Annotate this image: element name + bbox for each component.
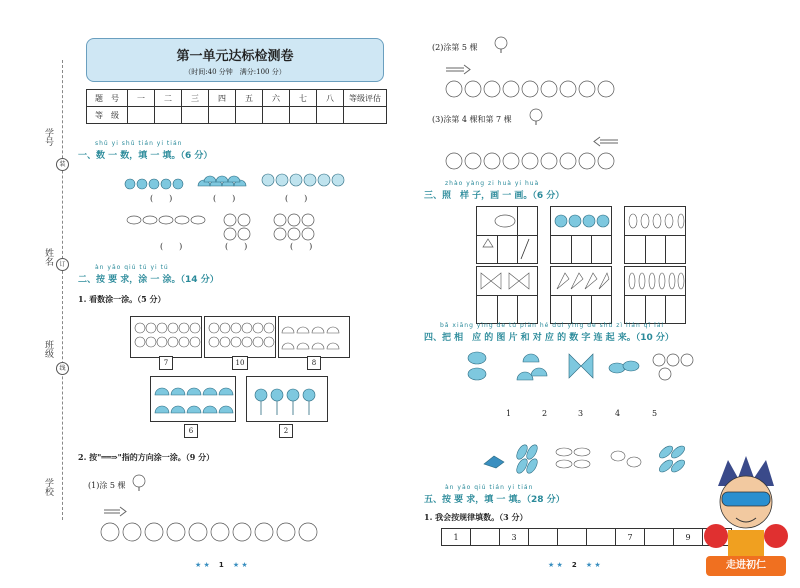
score-input-cell[interactable] — [128, 107, 155, 124]
score-input-cell[interactable] — [344, 107, 387, 124]
section3-pinyin: zhào yàng zi huà yi huà — [445, 180, 540, 187]
exam-subtitle: （时间:40 分钟 满分:100 分） — [184, 68, 286, 76]
score-input-cell[interactable] — [317, 107, 344, 124]
answer-paren[interactable]: ( ) — [150, 194, 173, 203]
leaf-icon — [625, 267, 685, 295]
match-number: 4 — [615, 409, 621, 418]
butterfly-icon — [477, 267, 537, 295]
section5-title: 五、按 要 求，填 一 填。（28 分） — [424, 495, 565, 505]
sequence-blank[interactable] — [558, 529, 587, 546]
tree-icon — [492, 36, 510, 54]
sequence-table — [441, 528, 732, 546]
face-group-icon — [224, 214, 250, 240]
section4-pinyin: bǎ xiāng yìng de tú piàn hé duì yìng de shù zì lián qǐ lái — [440, 322, 665, 329]
answer-paren[interactable]: ( ) — [225, 242, 248, 251]
score-header-cell: 七 — [290, 90, 317, 107]
section5-q1: 1. 我会按规律填数。（3 分） — [424, 512, 528, 522]
score-header-cell: 四 — [209, 90, 236, 107]
cloud-outline-icon — [556, 448, 590, 468]
section2-q1: 1. 看数涂一涂。（5 分） — [78, 294, 166, 304]
section5-pinyin: àn yāo qiú tián yi tián — [445, 484, 534, 491]
sequence-blank[interactable] — [645, 529, 674, 546]
fish-colored-icon — [468, 352, 486, 380]
coloring-box-flowers — [130, 316, 202, 358]
bird-colored-icon — [484, 456, 504, 468]
fish-group-icon — [127, 216, 205, 224]
sequence-blank[interactable] — [587, 529, 616, 546]
binding-marker-2: 订 — [56, 258, 69, 271]
target-count: 10 — [232, 356, 248, 370]
mascot-icon — [698, 452, 794, 562]
apple-outline-icon — [653, 354, 693, 380]
score-input-cell[interactable] — [155, 107, 182, 124]
hedgehog-outline-icon — [279, 317, 349, 357]
section1-pinyin: shǔ yi shǔ tián yi tián — [95, 140, 183, 147]
tree-row-3 — [440, 134, 640, 176]
page1-number: 1 — [218, 561, 224, 569]
match-number: 5 — [652, 409, 658, 418]
footer-stars-right: ★ ★ — [585, 561, 601, 569]
score-header-cell: 五 — [236, 90, 263, 107]
example-grid-goat — [476, 206, 538, 264]
score-header-cell: 三 — [182, 90, 209, 107]
owl-icon — [625, 207, 685, 235]
section3-title: 三、照 样 子，画 一 画。（6 分） — [424, 191, 565, 201]
school-label: 学校 — [43, 478, 53, 496]
sequence-cell: 1 — [442, 529, 471, 546]
score-header-cell: 六 — [263, 90, 290, 107]
coloring-box-faces — [204, 316, 276, 358]
page1-footer — [195, 552, 248, 571]
score-input-cell[interactable] — [236, 107, 263, 124]
mushroom-group-icon — [198, 176, 246, 186]
section2-q2-3: (3)涂第 4 棵和第 7 棵 — [432, 115, 512, 124]
section2-title: 二、按 要 求，涂 一 涂。（14 分） — [78, 275, 219, 285]
score-input-cell[interactable] — [209, 107, 236, 124]
section4-top-pictures — [465, 346, 695, 386]
student-id-label: 学号 — [43, 128, 53, 146]
mascot-logo — [698, 452, 794, 582]
section4-title: 四、把 相 应 的 图 片 和 对 应 的 数 字 连 起 来。（10 分） — [424, 333, 674, 343]
exam-title-box — [86, 38, 384, 82]
draw-grid-butterflies[interactable] — [476, 266, 538, 324]
section2-pinyin: àn yāo qiú tú yi tú — [95, 264, 169, 271]
class-label: 班级 — [43, 340, 53, 358]
footer-stars-left: ★ ★ — [548, 561, 563, 569]
mushroom-colored-icon — [517, 354, 547, 380]
sequence-cell: 3 — [500, 529, 529, 546]
shell-colored-icon — [551, 207, 611, 235]
cut-line — [62, 60, 63, 520]
draw-grid-owls[interactable] — [624, 206, 686, 264]
sequence-blank[interactable] — [471, 529, 500, 546]
match-number: 2 — [542, 409, 548, 418]
page2-footer — [548, 552, 601, 571]
sequence-blank[interactable] — [529, 529, 558, 546]
butterfly-colored-icon — [569, 354, 593, 378]
match-number: 3 — [578, 409, 584, 418]
target-count: 2 — [279, 424, 293, 438]
score-input-cell[interactable] — [263, 107, 290, 124]
tree-group-icon — [262, 174, 344, 186]
tree-row-2 — [440, 62, 640, 104]
score-header-cell: 八 — [317, 90, 344, 107]
section4-bottom-pictures — [478, 442, 698, 476]
draw-grid-shells[interactable] — [550, 206, 612, 264]
footer-stars-right: ★ ★ — [232, 561, 248, 569]
score-header-cell: 一 — [128, 90, 155, 107]
flower-outline-icon — [131, 317, 201, 357]
target-count: 8 — [307, 356, 321, 370]
target-count: 6 — [184, 424, 198, 438]
name-label: 姓名 — [43, 248, 53, 266]
draw-grid-carrots[interactable] — [550, 266, 612, 324]
score-table — [86, 89, 387, 124]
sequence-cell: 7 — [616, 529, 645, 546]
tree-icon — [130, 474, 148, 492]
binding-marker-3: 线 — [56, 362, 69, 375]
flower-group-icon — [125, 179, 183, 189]
section2-q2-1: (1)涂 5 棵 — [88, 481, 126, 490]
leaf-colored-icon — [515, 443, 540, 475]
face-outline-icon — [205, 317, 275, 357]
footer-stars-left: ★ ★ — [195, 561, 210, 569]
tree-row-1 — [96, 504, 376, 546]
logo-text: 走进初仁 — [706, 556, 786, 576]
target-count: 7 — [159, 356, 173, 370]
coloring-box-mushrooms — [150, 376, 236, 422]
draw-grid-leaves[interactable] — [624, 266, 686, 324]
leaf-colored-icon — [657, 444, 686, 474]
answer-paren[interactable]: ( ) — [290, 242, 313, 251]
answer-paren[interactable]: ( ) — [160, 242, 183, 251]
sequence-cell: 9 — [674, 529, 703, 546]
score-row-label: 等 级 — [87, 107, 128, 124]
page2-number: 2 — [571, 561, 577, 569]
binding-marker-1: 装 — [56, 158, 69, 171]
apple-group-icon — [274, 214, 314, 240]
answer-paren[interactable]: ( ) — [285, 194, 308, 203]
match-number: 1 — [506, 409, 512, 418]
coloring-box-hedgehogs — [278, 316, 350, 358]
score-header-cell: 题 号 — [87, 90, 128, 107]
coloring-box-tulips — [246, 376, 328, 422]
score-header-cell: 等级评估 — [344, 90, 387, 107]
mushroom-colored-icon — [151, 377, 235, 421]
answer-paren[interactable]: ( ) — [213, 194, 236, 203]
bird-colored-icon — [609, 361, 639, 373]
section2-q2-2: (2)涂第 5 棵 — [432, 43, 478, 52]
exam-title: 第一单元达标检测卷 — [176, 49, 294, 64]
bird-outline-icon — [611, 451, 641, 467]
carrot-icon — [551, 267, 611, 295]
score-header-cell: 二 — [155, 90, 182, 107]
tree-icon — [527, 108, 545, 126]
score-input-cell[interactable] — [182, 107, 209, 124]
tulip-colored-icon — [247, 377, 327, 421]
section2-q2: 2. 按"══⇒"指的方向涂一涂。（9 分） — [78, 452, 215, 462]
binding-margin — [0, 0, 70, 588]
score-input-cell[interactable] — [290, 107, 317, 124]
section1-title: 一、数 一 数，填 一 填。（6 分） — [78, 151, 213, 161]
